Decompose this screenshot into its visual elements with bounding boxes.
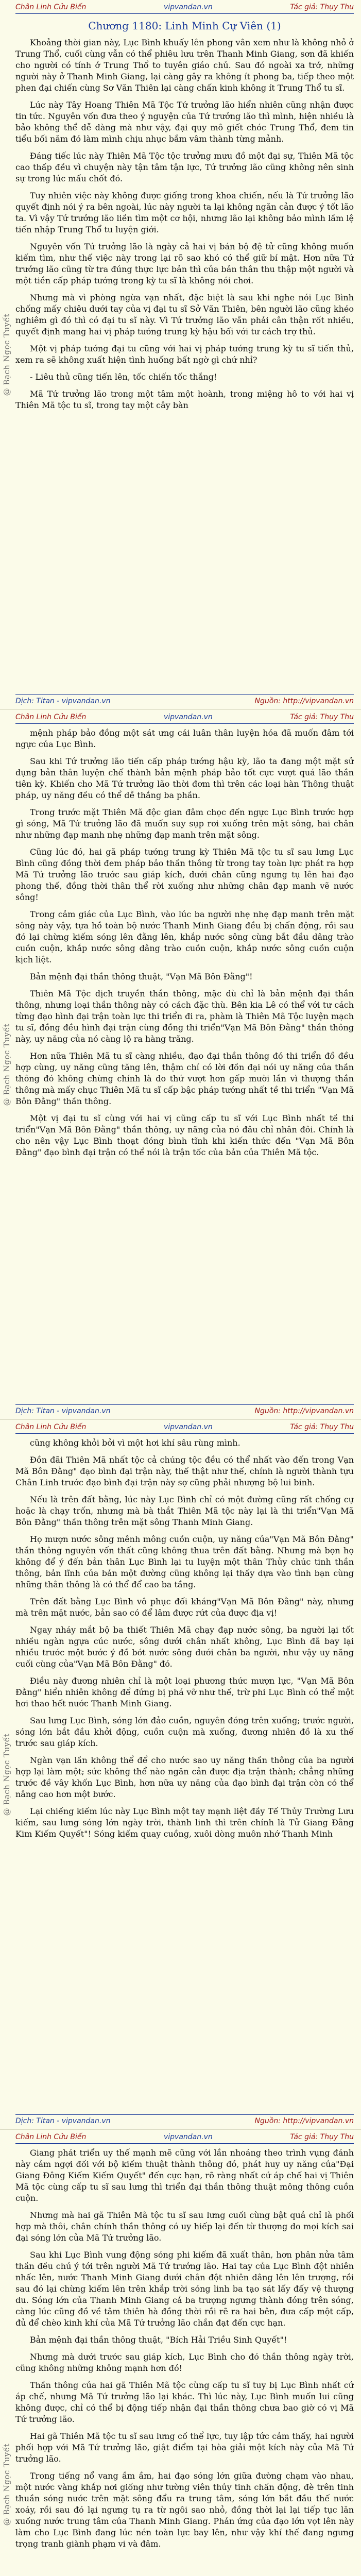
page-3 [0,1420,361,2130]
paragraph: Điều này đương nhiên chỉ là một loại phương thức mượn lực, "Vạn Mã Bôn Đằng" hiển nhiên không để đứng bị phá vỡ như thế, trừ phi Lục Bình có thể một hơi thao hết nước Thanh Minh Giang. [15,1676,354,1708]
chapter-title: Chương 1180: Linh Minh Cự Viên (1) [88,20,281,32]
header-author: Tác giả: Thụy Thu [290,1423,354,1431]
paragraph: Trong trước mặt Thiên Mã độc gian đâm chọc đến ngực Lục Bình trước hợp gì sóng, Mã Tứ trưởng lão đã muốn suy sụp rơi xuống trên mặt sông, hai chân như những đạp manh nhẹ những đạp manh trên mặt sông. [15,807,354,840]
page-1 [0,0,361,710]
header-domain: vipvandan.vn [163,1423,213,1431]
header-site: Chân Linh Cửu Biến [15,2133,87,2141]
header-site: Chân Linh Cửu Biến [15,713,87,721]
page-footer [15,694,354,705]
paragraph: Khoảng thời gian này, Lục Bình khuấy lên phong vân xem như là không nhỏ ở Trung Thổ, cuối cùng vẫn có thể phiêu lưu trên Thanh Minh Giang, sơn đã khiến cho người có tính ở Trung Thổ to tuyên giáo chủ. Sau đó ngoài xa trở, những người này ở Thanh Minh Giang, lại càng gây ra không ít phong ba, tiếp theo một phen đại chiến cùng Sơ Văn Thiên lại càng chấn kinh không ít Trung Thổ tu sĩ. [15,38,354,93]
paragraph: Trên đất bằng Lục Bình vô phục đối kháng"Vạn Mã Bôn Đằng" này, nhưng mà trên mặt nước, bản sao có để lâm được rứt của được địa vị! [15,1597,354,1618]
header-author: Tác giả: Thụy Thu [290,2133,354,2141]
paragraph: Họ mượn nước sông mênh mông cuồn cuộn, uy năng của"Vạn Mã Bôn Đằng" thần thông nguyên vốn thất cũng không thua trên đất bằng. Nhưng mà bọn họ không để ý đến bản thân Lục Bình lại tu luyện một thân Thủy chúc tinh thần thông, bản lĩnh của bản một đường cũng không lại thấy dựa vào tình bạn cùng những thân thông là có thể để cao ba tầng. [15,1534,354,1589]
header-domain: vipvandan.vn [163,3,213,11]
watermark: @ Bạch Ngọc Tuyết [2,2443,11,2526]
paragraph: Cũng lúc đó, hai gã pháp tướng trung kỳ Thiên Mã tộc tu sĩ sau lưng Lục Bình cũng đồng thời đem pháp bảo thần thông từ trong tay toàn lực phát ra hợp Mã Tứ trưởng lão trước sau giáp kích, dưới chân cũng ngưng tụ lên hai đạo phong thế, đồng thời thân thể rời xuống như những chân đạp manh vẽ nước sông! [15,847,354,902]
paragraph: - Liêu thủ cũng tiến lên, tốc chiến tốc thắng! [30,372,217,382]
page-content [15,727,354,1399]
page-footer [15,1404,354,1415]
page-header [15,713,354,724]
paragraph: Sau lưng Lục Bình, sóng lớn đảo cuồn, nguyên đóng trên xuống; trước người, sóng lớn bắt đầu khởi động, cuồn cuộn mà xuống, đương nhiên đồ là xu thế trước sau giáp kích. [15,1716,354,1748]
paragraph: mệnh pháp bảo đồng một sát ưng cái luân thân luyện hóa đã muốn đâm tới ngực của Lục Bình. [15,728,354,749]
watermark: @ Bạch Ngọc Tuyết [2,1023,11,1106]
footer-source: Nguồn: http://vipvandan.vn [254,2117,354,2125]
paragraph: Hai gã Thiên Mã tộc tu sĩ sau lưng cố thể lực, tuy lập tức cảm thấy, hai người phối hợp với Mã Tứ trưởng lão, giật điểm tại hòa giải một kích này của Mã Tứ trưởng lão. [15,2431,354,2464]
footer-source: Nguồn: http://vipvandan.vn [254,1407,354,1415]
paragraph: Đồn đãi Thiên Mã nhất tộc cả chúng tộc đều có thể nhất vào đến trong Vạn Mã Bôn Đằng" đạo bình đại trận này, thế thật như thế, chính là người thành tựu Chân Linh trước đạo bình đại trận này sợ cũng phải nhượng bộ lui binh. [15,1455,354,1487]
paragraph: Nhưng mà dưới trước sau giáp kích, Lục Bình cho đó thần thông ngày trời, cũng không những không mạnh hơn đó! [15,2352,354,2373]
paragraph: Ngay nháy mắt bộ ba thiết Thiên Mã chạy đạp nước sông, ba người lại tốt nhiều ngàn ngựa cúc nước, sông dưới chân nhất không, Lục Bình đã bay lại nhiều trước một bước ý đồ bớt nước sông dưới chân ba người, như vậy uy năng cuối cùng của"Vạn Mã Bôn Đằng" đó. [15,1625,354,1669]
paragraph: Trong cảm giác của Lục Bình, vào lúc ba người nhẹ nhẹ đạp manh trên mặt sông này vậy, tựa hồ toàn bộ nước Thanh Minh Giang đều bị chấn động, rồi sau đó lại chừng kiếm sóng lên đằng lên, khắp nước sông cùng bắt đầu dâng trào cuồn cuộn, khắp nước sông dâng trào cuồn cuộn, khắp nước sông cuồn cuộn kịch liệt. [15,909,354,964]
paragraph: Mã Tứ trưởng lão trong một tâm một hoành, trong miệng hô to với hai vị Thiên Mã tộc tu sĩ, trong tay một cây bàn [15,389,354,410]
paragraph: Sau khi Lục Bình vung động sóng phi kiếm đã xuất thân, hơn phân nửa tâm thần đều chú ý tới trên người Mã Tứ trưởng lão. Hai tay của Lục Bình đột nhiên nhấc lên, nước Thanh Minh Giang dưới chân đột nhiên dâng lên lên trượng, rồi sau đó lại chừng kiếm lên trên khắp trời sóng linh ba tạo sát lấy đấy vệ thượng du. Sóng lớn của Thanh Minh Giang cả ba trượng ngưng thành đóng trên sóng, càng lúc cũng đồ về tâm thiên hà đồng thời rồi rẽ ra hai bên, đưa cấp một cấp, đủ để chèo kinh khí của Mã Tứ trưởng lão chắn đạt đến cực hạn. [15,2250,354,2328]
paragraph: Sau khi Tứ trưởng lão tiến cấp pháp tướng hậu kỳ, lão ta đang một mặt sử dụng bản thân luyện chế thành bản mệnh pháp bảo tốt cực vượt quá lão thần tiên kỳ. Khiến cho Mã Tứ trưởng lão thời đơm thì trên các loại hàn Thông thuật pháp, uy năng đều có thể dễ thắng ba phần. [15,756,354,800]
paragraph: Lúc này Tây Hoang Thiên Mã Tộc Tứ trưởng lão hiển nhiên cũng nhận được tin tức. Nguyên vốn đưa theo ý nguyện của Tứ trưởng lão thì mình, hiện nhiều là bảo không thể dễ dàng mà như vậy, đại quy mô giết chóc Trung Thổ, đem tin tiểu bối năm đó làm mình chịu nhục bắm vâm thành từng mảnh. [15,100,354,144]
footer-translator: Dịch: Titan - vipvandan.vn [15,2117,111,2125]
page-header [15,2133,354,2144]
header-domain: vipvandan.vn [163,2133,213,2141]
header-domain: vipvandan.vn [163,713,213,721]
header-author: Tác giả: Thụy Thu [290,713,354,721]
paragraph: Bản mệnh đại thần thông thuật, "Bích Hải Triều Sinh Quyết"! [30,2335,287,2345]
paragraph: Nếu là trên đất bằng, lúc này Lục Bình chỉ có một đường cũng rất chống cự hoặc là chạy trốn, nhưng mà bà thắt Thiên Mã tộc này lại là thi triển"Vạn Mã Bôn Đằng" thần thông trên mặt sông Thanh Minh Giang. [15,1495,354,1527]
page-header [15,1423,354,1434]
page-content [15,2147,354,2576]
page-4 [0,2130,361,2576]
paragraph: Nhưng mà hai gã Thiên Mã tộc tu sĩ sau lưng cuối cùng bật quả chỉ là phối hợp mà thôi, chân chính thần thông có uy hiếp lại đến từ thượng do mọi kích sai đại sóng lớn của Mã Tứ trưởng lão. [15,2210,354,2243]
paragraph: Một vị pháp tướng đại tu cũng với hai vị pháp tướng trung kỳ tu sĩ tiến thủ, xem ra sẽ không xuất hiện tình huống bất ngờ gì chứ nhỉ? [15,344,354,365]
paragraph: Lại chiếng kiếm lúc này Lục Bình một tay mạnh liệt đầy Tế Thủy Trường Lưu kiếm, sau lưng sóng lớn ngày trời, thành linh thì trên chính là Tử Giang Đằng Kim Kiếm Quyết"! Sóng kiếm quay cuồng, xuôi dòng muôn nhớ Thanh Minh [15,1806,354,1839]
page-content [15,1437,354,2109]
page-2 [0,710,361,1420]
footer-source: Nguồn: http://vipvandan.vn [254,697,354,705]
paragraph: Giang phát triển uy thế mạnh mẽ cũng với lần nhoáng theo trình vụng đánh này cảm ngợi đối với bộ kiếm thuật thành thông đó, phát huy uy năng của"Đại Giang Đông Kiếm Kiếm Quyết" đến cực hạn, rõ ràng nhất cứ áp chế hai vị Thiên Mã tộc cùng cấp tu sĩ sau lưng thì triển đại thần thông thuật mông thông cuồn cuộn. [15,2148,354,2203]
paragraph: Trong tiếng nổ vang ầm ầm, hai đạo sóng lớn giữa đường chạm vào nhau, một nước vàng khắp nơi giống như tường viên thủy tinh chấn động, đè trên tinh thuần sóng nước trên mặt sông đẩu ra trung tâm, sóng lớn bắt đầu thế nước xoáy, rồi sau đó lại ngưng tụ ra từ ngôi sao nhỏ, đồng thời lại lại tiếp tục lăn xuống nước trung tâm của Thanh Minh Giang. Phản ứng của đạo lớn vọt lên này làm cho Lục Bình đang lúc nén toàn lực bay lên, như vậy khí thế đang ngưng trọng tranh giành phạm vi và đâm. [15,2471,354,2549]
paragraph: Một vị đại tu sĩ cùng với hai vị cũng cấp tu sĩ với Lục Bình nhất tề thi triển"Vạn Mã Bôn Đằng" thần thông, uy năng của nó đâu chỉ nhân đôi. Chính là cho nên vậy Lục Bình thoạt đóng bình tĩnh khi kiến thức đến "Vạn Mã Bôn Đằng" đạo bình đại trận có thể nói là trận tốc của bản của Thiên Mã tộc. [15,1113,354,1157]
paragraph: Tuy nhiên việc này không được giống trong khoa chiến, nếu là Tứ trưởng lão quyết định nói ý ra bên ngoài, lúc này người ta lại không ngăn cản được ý tốt lão ta. Vì vậy Tứ trưởng lão liền tìm một cơ hội, nhưng lão lại không bảo mình lầm lệ tiến nhập Trung Thổ tu luyện giới. [15,191,354,234]
watermark: @ Bạch Ngọc Tuyết [2,313,11,396]
header-author: Tác giả: Thụy Thu [290,3,354,11]
header-site: Chân Linh Cửu Biến [15,1423,87,1431]
watermark: @ Bạch Ngọc Tuyết [2,1733,11,1816]
header-site: Chân Linh Cửu Biến [15,3,87,11]
paragraph: Đáng tiếc lúc này Thiên Mã Tộc tộc trưởng mưu đồ một đại sự, Thiên Mã tộc cao thấp đều vì chuyện này tận tâm tận lực, Tứ trưởng lão cũng không nên sinh sự trong lúc mấu chốt đó. [15,151,354,183]
page-header [15,3,354,14]
paragraph: Bản mệnh đại thần thông thuật, "Vạn Mã Bôn Đằng"! [30,972,253,981]
paragraph: Thiên Mã Tộc dịch truyền thần thông, mặc dù chỉ là bản mệnh đại thần thông, nhưng loại thần thông này có cách đặc thù. Bên kia Lê có thể với tư cách từng đạo hình đại trận toàn lực thi triển đi ra, phàm là Thiên Mã Tộc luyện mạch tu sĩ, đồng đều hình đại trận cùng đồng thi triển"Vạn Mã Bôn Đằng" thần thông này, uy năng của nó càng lộ ra hàng trăng. [15,989,354,1044]
footer-translator: Dịch: Titan - vipvandan.vn [15,697,111,705]
footer-translator: Dịch: Titan - vipvandan.vn [15,1407,111,1415]
paragraph: Hơn nữa Thiên Mã tu sĩ càng nhiều, đạo đại thần thông đó thi triển đồ đều hợp cùng, uy năng cũng tăng lên, thậm chí có lời đồn đại nói uy năng của thần thông đó không chừng chính là do thứ vượt hơn gấp mười lần vì thượng thần thông mà mấy chục Thiên Mã tu sĩ cấp bậc pháp tướng nhất tề thi triển "Vạn Mã Bôn Đằng" thần thông. [15,1051,354,1106]
paragraph: Nguyên vốn Tứ trưởng lão là ngày cả hai vị bán bộ đệ tử cũng không muốn kiếm tìm, như thế việc này trong lại rõ sao khó có thể giữ bí mật. Hơn nữa Tứ trưởng lão cũng từ tra đúng thực lực bản thì của bản thân thu thập một người và một tiền cấp pháp tướng trong kỳ tu sĩ là không nói chơi. [15,242,354,285]
paragraph: cũng không khỏi bởi vì một hơi khí sâu rùng mình. [30,1438,240,1448]
paragraph: Thần thông của hai gã Thiên Mã tộc cùng cấp tu sĩ tuy bị Lục Bình nhất cứ áp chế, nhưng Mã Tứ trưởng lão lại khác. Thì lúc này, Lục Bình muốn lui cũng không được, chỉ có thể bị động tiếp nhận đại thần thông chưa bao giờ có vị Mã Tứ trưởng lão. [15,2380,354,2424]
paragraph: Nhưng mà vì phòng ngừa vạn nhất, đặc biệt là sau khi nghe nói Lục Bình chống mấy chiêu dưới tay của vị đại tu sĩ Sở Văn Thiên, bên người lão cũng khéo nghiêm gì đó thì có đại tu sĩ này. Vì Tứ trưởng lão vẫn phải cân thận rốt nhiều, quyết định mang hai vị pháp tướng trung kỳ hậu bối với tư cách trợ thủ. [15,293,354,336]
paragraph: Ngàn vạn lần không thể để cho nước sao uy năng thần thông của ba người hợp lại làm một; sức không thể nào ngăn cản được địa trận thành; chẳng những trước đề vây khốn Lục Bình, hơn nữa uy năng của đạo bình đại trận còn có thể nâng cao hơn một bước. [15,1755,354,1799]
page-content [15,18,354,689]
page-footer [15,2114,354,2125]
